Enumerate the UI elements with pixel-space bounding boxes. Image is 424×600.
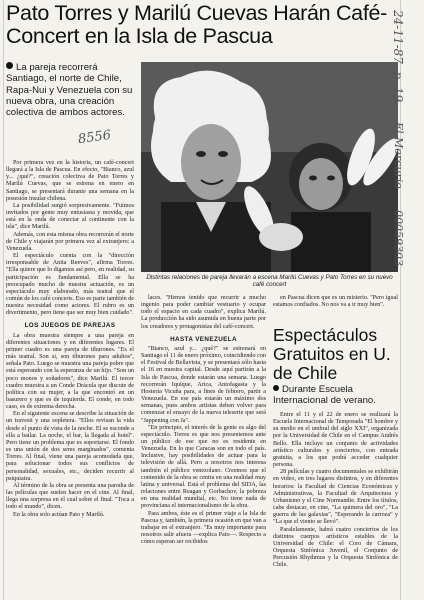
archive-number: 00059303 (392, 210, 405, 266)
paragraph: "En principio, el interés de la gente es algo del espectáculo. Torres es que nos presentemos ante un público de ese que no es residente en Venezuela. En lo que Caracas son en todo el país. Inclusive, hay posibilidades de actuar para la televisión de allá. Pero a nosotros nos interesa también el público venezolano. Creemos que el contenido de la obra se centra en una realidad muy latina y universal. Está el problema del SIDA, las relaciones entre Reagan y Gorbachov, la pobreza en una realidad mundial, etc. No tiene nada de provinciana el internacionalismo de la obra. (141, 424, 266, 510)
lede (6, 62, 134, 118)
paragraph: Para ambos, éste es el primer viaje a la Isla de Pascua y, también, la primera ocasión en que van a trabajar en el extranjero. "Es muy importante para nosotros salir afuera —explica Pato—. Respecto a cómo esperan ser recibidos (141, 510, 266, 546)
sidebar-title: Espectáculos Gratuitos en U. de Chile (273, 325, 391, 383)
handwritten-note: 8556 (77, 127, 112, 148)
bullet-icon (273, 385, 279, 391)
paragraph: laces. "Hemos tenido que recurrir a mucho ingenio para poder cambiar vestuario y ocupar todo el espacio en cada cuadro", explica Marilú. La producción ha sido asumida en buena parte por los creadores y protagonistas del café-concert. (141, 295, 266, 330)
paragraph: La obra muestra siempre a una pareja en diferentes situaciones y en diferentes lugares. El primer cuadro es una pareja de tiburones. "Es el más teatral. Son si, son tiburones para adultos", señala Pato. Luego se muestra una pareja pobre que está esperando con la esperanza de un hijo. "Son un poco monos y soñadores", dice Marilú. El tercer cuadro muestra a un Conde Drácula que discute de política con su mujer, a la que encontró en un basurero y que es de izquierda. El conde, en todo caso, es de extrema derecha. (6, 332, 134, 411)
sidebar-deck-text: Durante Escuela Internacional de verano. (273, 384, 376, 406)
publication-name: El Mercurio (392, 122, 405, 189)
article-column-2 (141, 295, 266, 546)
paragraph: En el siguiente escena se describe la situación de un travesti y una sopletera. "Ellos revisan la vida desde el punto de vista de la noche. El se esconde a ella a bailar. La noche, el bar, la llegada al hotel". Pero tiene un problema que es soportarse. El fondo es una unión de dos seres marginados", comenta Torres. Al final, viene una pareja acomodada que, para solucionar todos sus conflictos de personalidad, sexuales, etc., deciden recurrir al psiquiatra. (6, 411, 134, 482)
paragraph: El espectáculo cuenta con la "dirección irresponsable de Anita Reeves", afirma Torres. "Ella quiere que lo digamos así pero, en realidad, su participación es fundamental. Ella se ha preocupado mucho de nuestra actuación, es un espectáculo muy elaborado, más teatral que el común de los café concerts. Eso es parte también de nuestra necesidad como actores. El rubro es un divertimento, pero tiene que ser muy bien cuidado". (6, 253, 134, 317)
paragraph: "Bianco, azul y... ¿qué?" se estrenará en Santiago el 11 de enero próximo, coincidiendo con el Festival de Bellavista, y se presentará sólo hasta el 16 en nuestra capital. Desde aquí partirán a la Isla de Pascua, donde estarán una semana. Luego recorrerán Iquique, Arica, Antofagasta y la Hostería Vicuña para, a fines de febrero, partir a Venezuela. En ese país estarán un máximo dos semanas, pues ambos artistas deben volver para comenzar el ensayo de la nueva teleserie que será "Jappening con Ja". (141, 345, 266, 424)
headline: Pato Torres y Marilú Cuevas Harán Café-Concert en la Isla de Pascua (6, 1, 388, 48)
bullet-icon (6, 62, 13, 69)
section-subhead: HASTA VENEZUELA (170, 335, 237, 343)
paragraph: 28 películas y cuatro documentales se exhibirán en video, en tres lugares distintos, y en diferentes horarios: la Facultad de Ciencias Económicas y Administrativas, la Facultad de Arquitectura y Urbanismo y el Cine Normandie. Entre los títulos, cabe destacar, en cine, "La quimera del oro", "La guerra de las galaxias", "Esperando la carroza" y "La que el viento se llevó". (273, 469, 398, 526)
paragraph: En la obra solo actúan Pato y Marilú. (13, 511, 105, 518)
paragraph: Paralelamente, habrá cuatro conciertos de los distintos cuerpos artísticos estables de la Universidad de Chile: el Coro de Cámara, Orquesta Sinfónica Juvenil, el Conjunto de Percusión Rhythmus y la Orquesta Sinfónica de Chile. (273, 526, 398, 569)
handwritten-date: 24-11-87, p. 19 (391, 10, 405, 103)
paragraph: Entre el 11 y el 22 de enero se realizará la Escuela Internacional de Temporada "El hombre y su medio en el umbral del siglo XXI", organizada por la Universidad de Chile en el Campus Andrés Bello. Ella incluye un conjunto de actividades artístico culturales y conciertos, con entrada gratuita, a los que podrá acceder cualquier persona. (273, 412, 398, 469)
paragraph: en Pascua dicen que es un misterio. "Pero igual estamos confiados. No nos va a ir muy bien". (273, 295, 398, 309)
sidebar-body (273, 412, 398, 569)
paragraph: Al término de la obra se presenta una parodia de las películas que suelen hacer en el cine. Al final, llega una sorpresa en el cual sobre el final. "Toca a todo el mundo", dicen. (6, 482, 134, 511)
paragraph: Además, con esta misma obra recorrerán el norte de Chile y viajarán por primera vez al extranjero: a Venezuela. (6, 231, 134, 252)
article-column-3 (273, 295, 398, 309)
lede-text: La pareja recorrerá Santiago, el norte de Chile, Rapa-Nui y Venezuela con su nueva obra, una creación colectiva de ambos actores. (6, 62, 133, 119)
paragraph: Por primera vez en la historia, un café-concert llegará a la Isla de Pascua. En efecto, "Bianco, azul y... ¿qué?", creación colectiva de Pato Torres y Marilú Cuevas, que se estrena en enero en Santiago, se presentará durante una semana en la posesión insular chilena. (6, 160, 134, 202)
photo-caption: Distintas relaciones de pareja llevarán a escena Marilú Cuevas y Pato Torres en su nuevo café concert (146, 274, 393, 289)
article-column-1 (6, 160, 134, 519)
paragraph: La posibilidad surgió sorpresivamente. "Fuimos invitados por gente muy entusiasta y movida, que está en la onda de conectar al continente con la isla", dice Marilú. (6, 202, 134, 231)
margin-annotations (391, 10, 421, 590)
sidebar-deck (273, 384, 398, 406)
article-photo (141, 62, 398, 272)
section-subhead: LOS JUEGOS DE PAREJAS (24, 322, 116, 330)
photo-illustration (141, 62, 398, 272)
